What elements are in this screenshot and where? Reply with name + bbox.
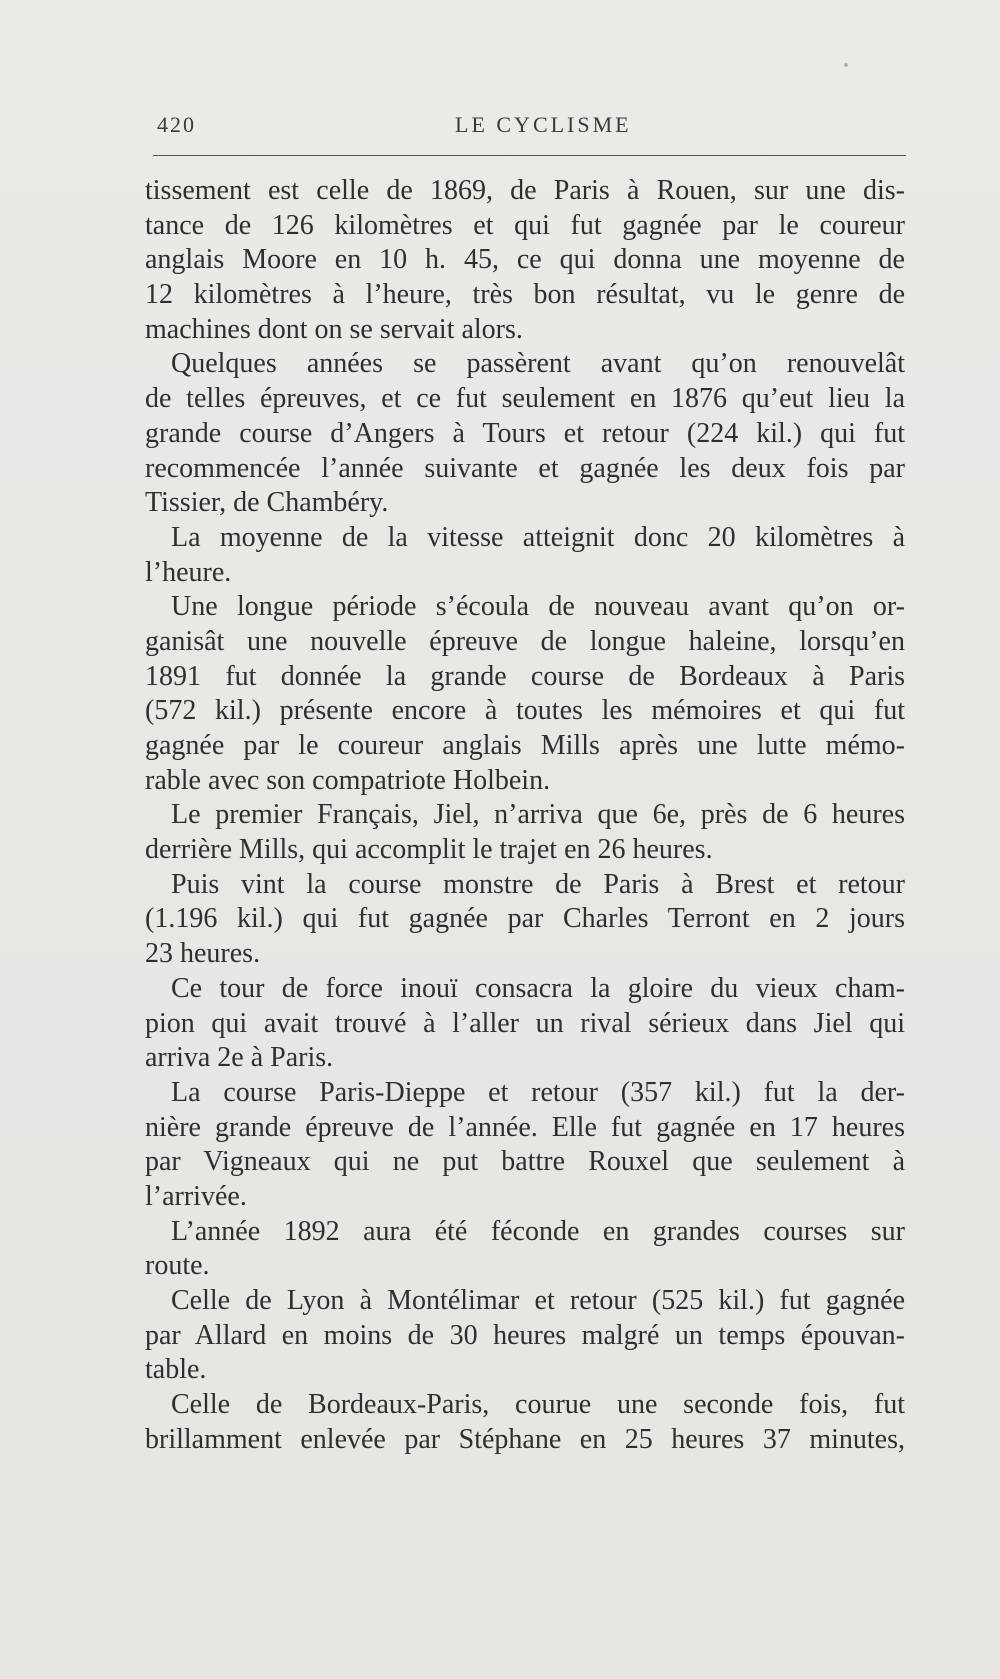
text-line: Celle de Bordeaux-Paris, courue une seconde fois, fut [171, 1389, 905, 1421]
text-line: derrière Mills, qui accomplit le trajet en 26 heures. [145, 834, 713, 866]
text-line: ganisât une nouvelle épreuve de longue haleine, lorsqu’en [145, 625, 905, 657]
text-line: Puis vint la course monstre de Paris à Brest et retour [171, 868, 905, 900]
text-line: L’année 1892 aura été féconde en grandes courses sur [171, 1215, 905, 1247]
text-line: machines dont on se servait alors. [145, 313, 523, 345]
paper-speck [844, 63, 848, 67]
text-line: anglais Moore en 10 h. 45, ce qui donna une moyenne de [145, 244, 905, 276]
text-line: route. [145, 1250, 210, 1282]
text-line: recommencée l’année suivante et gagnée les deux fois par [145, 452, 905, 484]
page-number: 420 [157, 112, 196, 137]
text-line: Tissier, de Chambéry. [145, 487, 389, 519]
text-line: 12 kilomètres à l’heure, très bon résultat, vu le genre de [145, 279, 905, 311]
text-line: par Allard en moins de 30 heures malgré un temps épouvan- [145, 1319, 905, 1351]
text-line: Le premier Français, Jiel, n’arriva que 6e, près de 6 heures [171, 799, 905, 831]
text-line: Une longue période s’écoula de nouveau avant qu’on or- [171, 591, 905, 623]
text-line: table. [145, 1354, 207, 1386]
text-line: Celle de Lyon à Montélimar et retour (525 kil.) fut gagnée [171, 1285, 905, 1316]
text-line: grande course d’Angers à Tours et retour (224 kil.) qui fut [145, 417, 905, 449]
text-line: rable avec son compatriote Holbein. [145, 764, 551, 796]
text-line: (1.196 kil.) qui fut gagnée par Charles Terront en 2 jours [145, 903, 905, 935]
text-line: l’arrivée. [145, 1180, 247, 1212]
header-rule [153, 155, 906, 156]
text-line: 1891 fut donnée la grande course de Bordeaux à Paris [145, 660, 905, 692]
text-line: l’heure. [145, 556, 232, 588]
running-title: LE CYCLISME [455, 112, 632, 137]
text-line: (572 kil.) présente encore à toutes les mémoires et qui fut [145, 695, 905, 727]
text-line: brillamment enlevée par Stéphane en 25 heures 37 minutes, [145, 1423, 905, 1455]
text-line: La moyenne de la vitesse atteignit donc 20 kilomètres à [171, 521, 905, 553]
text-line: tance de 126 kilomètres et qui fut gagnée par le coureur [145, 209, 905, 241]
text-line: nière grande épreuve de l’année. Elle fut gagnée en 17 heures [145, 1111, 905, 1143]
text-line: Quelques années se passèrent avant qu’on renouvelât [171, 348, 905, 380]
body-text [145, 174, 905, 1457]
text-line: La course Paris-Dieppe et retour (357 kil.) fut la der- [171, 1076, 905, 1108]
text-line: arriva 2e à Paris. [145, 1042, 334, 1074]
text-line: pion qui avait trouvé à l’aller un rival sérieux dans Jiel qui [145, 1007, 905, 1039]
page-header [155, 112, 905, 146]
text-line: tissement est celle de 1869, de Paris à Rouen, sur une dis- [145, 175, 905, 206]
text-line: de telles épreuves, et ce fut seulement en 1876 qu’eut lieu la [145, 383, 905, 415]
text-line: Ce tour de force inouï consacra la gloire du vieux cham- [171, 972, 905, 1004]
text-line: 23 heures. [145, 938, 261, 970]
text-line: par Vigneaux qui ne put battre Rouxel que seulement à [145, 1146, 905, 1178]
text-line: gagnée par le coureur anglais Mills après une lutte mémo- [145, 730, 905, 761]
